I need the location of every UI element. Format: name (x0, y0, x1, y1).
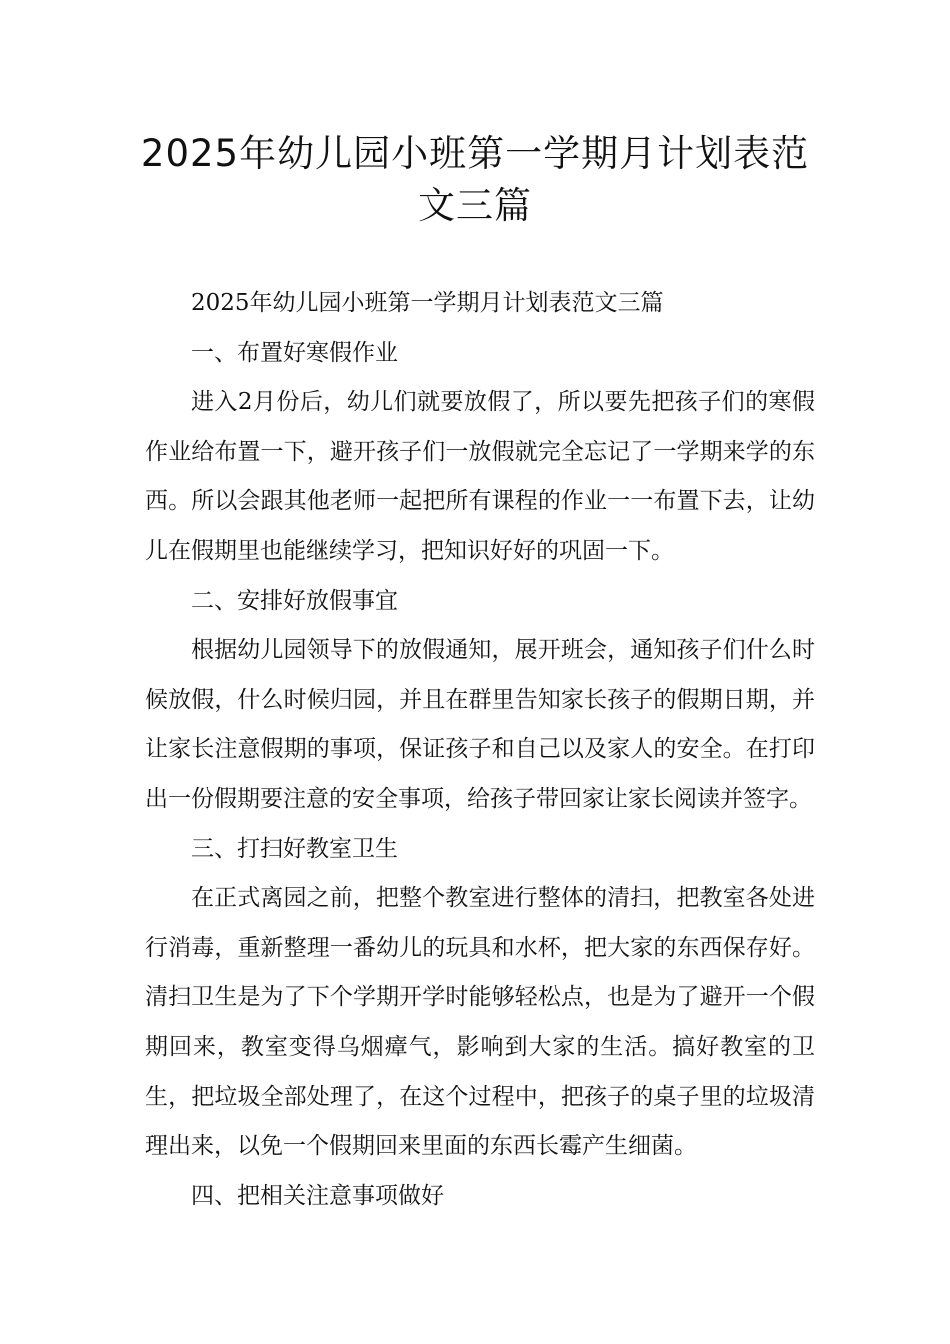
section-heading-3: 三、打扫好教室卫生 (191, 835, 398, 862)
section-heading-4: 四、把相关注意事项做好 (191, 1182, 444, 1209)
intro-paragraph: 2025年幼儿园小班第一学期月计划表范文三篇 (191, 290, 664, 316)
section-heading-2: 二、安排好放假事宜 (191, 587, 398, 614)
section-paragraph-2: 根据幼儿园领导下的放假通知，展开班会，通知孩子们什么时候放假，什么时候归园，并且在群里告知家长孩子的假期日期，并让家长注意假期的事项，保证孩子和自己以及家人的安全。在打印出一份假期要注意的安全事项，给孩子带回家让家长阅读并签字。 (145, 637, 815, 812)
section-paragraph-3: 在正式离园之前，把整个教室进行整体的清扫，把教室各处进行消毒，重新整理一番幼儿的玩具和水杯，把大家的东西保存好。清扫卫生是为了下个学期开学时能够轻松点，也是为了避开一个假期回来，教室变得乌烟瘴气，影响到大家的生活。搞好教室的卫生，把垃圾全部处理了，在这个过程中，把孩子的桌子里的垃圾清理出来，以免一个假期回来里面的东西长霉产生细菌。 (145, 885, 815, 1160)
document-body (145, 279, 815, 1221)
document-title: 2025年幼儿园小班第一学期月计划表范文三篇 (140, 132, 810, 227)
section-heading-1: 一、布置好寒假作业 (191, 339, 398, 366)
section-paragraph-1: 进入2月份后，幼儿们就要放假了，所以要先把孩子们的寒假作业给布置一下，避开孩子们一放假就完全忘记了一学期来学的东西。所以会跟其他老师一起把所有课程的作业一一布置下去，让幼儿在假期里也能继续学习，把知识好好的巩固一下。 (145, 389, 815, 564)
